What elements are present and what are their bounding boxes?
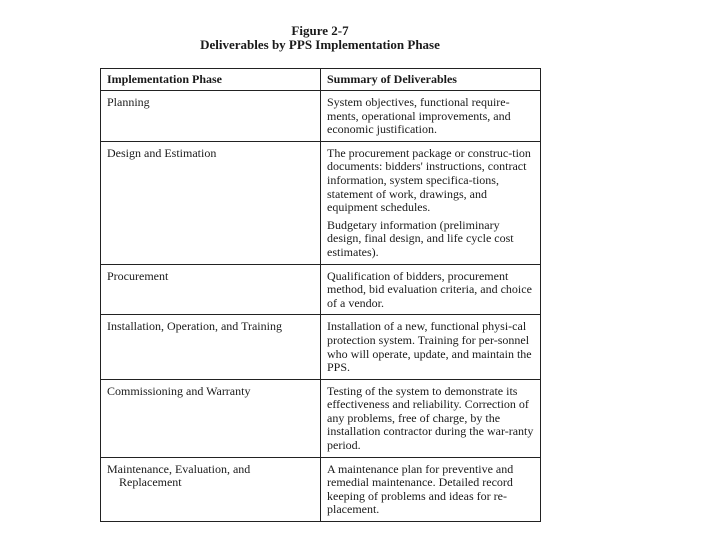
phase-cell (101, 315, 321, 379)
header-implementation-phase: Implementation Phase (101, 69, 321, 91)
phase-label: Maintenance, Evaluation, and (107, 461, 251, 476)
table-row (101, 457, 541, 521)
deliverables-cell (321, 379, 541, 457)
phase-cell (101, 141, 321, 264)
deliverable-text: Budgetary information (preliminary design, final design, and life cycle cost estimates). (327, 217, 514, 259)
phase-cell (101, 379, 321, 457)
deliverable-text: Installation of a new, functional physi-cal protection system. Training for per-sonnel who will operate, update, and maintain the PPS. (327, 319, 532, 375)
phase-label: Design and Estimation (107, 145, 217, 160)
deliverable-text: A maintenance plan for preventive and remedial maintenance. Detailed record keeping of problems and ideas for re-placement. (327, 461, 514, 517)
deliverable-text: Testing of the system to demonstrate its effectiveness and reliability. Correction of any problems, free of charge, by the installation contractor during the war-ranty period. (327, 383, 534, 453)
deliverables-cell (321, 457, 541, 521)
deliverable-text: Qualification of bidders, procurement method, bid evaluation criteria, and choice of a vendor. (327, 268, 532, 310)
table-header-row (101, 69, 541, 91)
table-row (101, 264, 541, 315)
phase-cell (101, 91, 321, 142)
table-row (101, 91, 541, 142)
deliverables-cell (321, 315, 541, 379)
figure-caption: Deliverables by PPS Implementation Phase (200, 37, 440, 52)
phase-cell (101, 457, 321, 521)
deliverable-text: The procurement package or construc-tion documents: bidders' instructions, contract information, system specifica-tions, statement of work, drawings, and equipment schedules. (327, 145, 531, 215)
phase-label-continuation: Replacement (119, 475, 182, 490)
table-row (101, 379, 541, 457)
deliverables-cell (321, 91, 541, 142)
deliverable-text: System objectives, functional require-ments, operational improvements, and economic justification. (327, 95, 511, 137)
phase-cell (101, 264, 321, 315)
deliverables-cell (321, 141, 541, 264)
table-row (101, 141, 541, 264)
deliverables-table (100, 68, 541, 522)
phase-label: Planning (107, 95, 150, 109)
deliverables-cell (321, 264, 541, 315)
phase-label: Commissioning and Warranty (107, 383, 251, 398)
phase-label: Procurement (107, 268, 169, 283)
figure-number: Figure 2-7 (291, 23, 349, 38)
table-row (101, 315, 541, 379)
phase-label: Installation, Operation, and Training (107, 319, 282, 334)
header-summary-of-deliverables: Summary of Deliverables (321, 69, 541, 91)
